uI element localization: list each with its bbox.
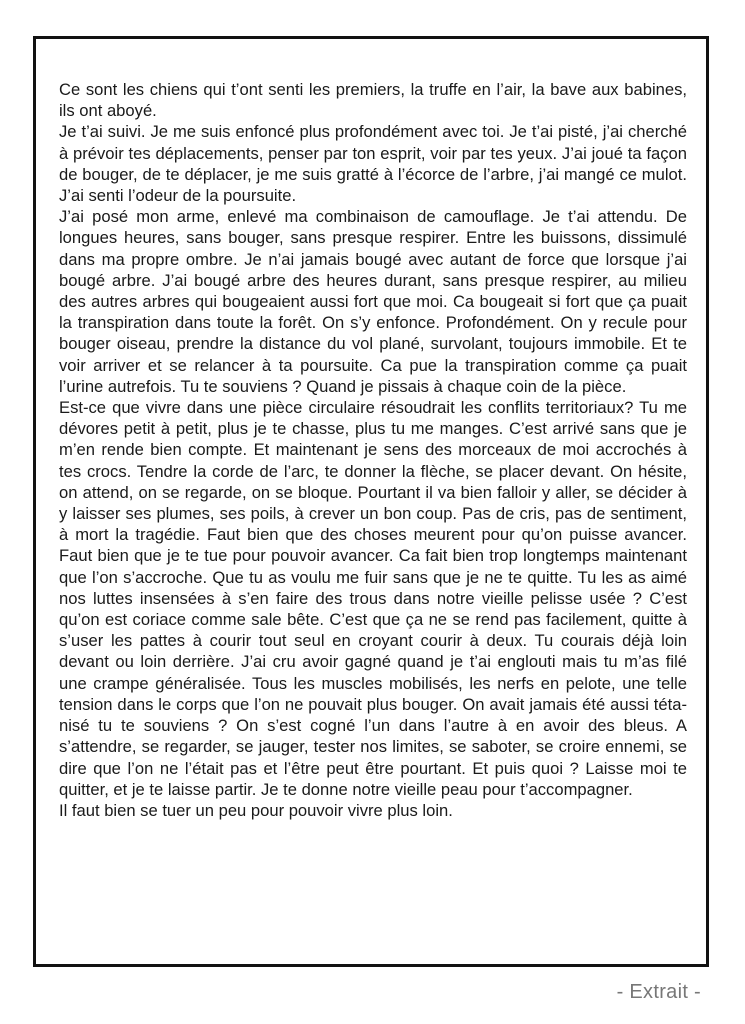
paragraph-3: J’ai posé mon arme, enlevé ma combinaison de camouflage. Je t’ai attendu. De longues heures, sans bouger, sans presque respirer. Entre les buissons, dissimulé dans ma propre ombre. Je n’ai jamais bougé avec autant de force que lorsque j’ai bougé arbre. J’ai bougé arbre des heures durant, sans presque respirer, au milieu des autres arbres qui bougeaient aussi fort que moi. Ca bougeait si fort que ça puait la transpiration dans toute la forêt. On s’y enfonce. Profondément. On y recule pour bouger oiseau, prendre la distance du vol plané, survolant, toujours immobile. Et te voir arriver et se relancer à ta poursuite. Ca pue la transpiration comme ça puait l’urine autrefois. Tu te souviens ? Quand je pissais à chaque coin de la pièce. [59,207,687,396]
paragraph-4: Est-ce que vivre dans une pièce circulaire résoudrait les conflits territoriaux? Tu me dévores petit à petit, plus je te chasse, plus tu me manges. C’est arrivé sans que je m’en rende bien compte. Et maintenant je sens des morceaux de moi accrochés à tes crocs. Tendre la corde de l’arc, te donner la flèche, se placer devant. On hésite, on attend, on se regarde, on se bloque. Pourtant il va bien falloir y aller, se décider à y laisser ses plumes, ses poils, à crever un bon coup. Pas de cris, pas de sentiment, à mort la tragédie. Faut bien que des choses meurent pour qu’on puisse avancer. Faut bien que je te tue pour pouvoir avancer. Ca fait bien trop longtemps maintenant que l’on s’accroche. Que tu as voulu me fuir sans que je ne te quitte. Tu les as aimé nos luttes insensées à s’en faire des trous dans notre vieille pelisse usée ? C’est qu’on est coriace comme sale bête. C’est que ça ne se rend pas facilement, quitte à s’user les pattes à courir tout seul en croyant courir à deux. Tu courais déjà loin devant ou loin derrière. J’ai cru avoir gagné quand je t’ai englouti mais tu m’as filé une crampe généralisée. Tous les muscles mobilisés, les nerfs en pelote, une telle tension dans le corps que l’on ne pouvait plus bouger. On avait jamais été aussi téta- nisé tu te souviens ? On s’est cogné l’un dans l’autre à en avoir des bleus. A s’attendre, se regarder, se jauger, tester nos limites, se saboter, se croire ennemi, se dire que l’on ne l’était pas et l’être peut être pourtant. Et puis quoi ? Laisse moi te quitter, et je te laisse partir. Je te donne notre vieille peau pour t’accompagner. [59,398,687,799]
text-frame [33,36,709,967]
body-text [59,79,687,821]
paragraph-5: Il faut bien se tuer un peu pour pouvoir vivre plus loin. [59,800,453,820]
paragraph-2: Je t’ai suivi. Je me suis enfoncé plus profondément avec toi. Je t’ai pisté, j’ai cherché à prévoir tes déplacements, penser par ton esprit, voir par tes yeux. J’ai joué ta façon de bouger, de te déplacer, je me suis gratté à l’écorce de l’arbre, j’ai mangé ce mulot. J’ai senti l’odeur de la poursuite. [59,122,687,206]
paragraph-1: Ce sont les chiens qui t’ont senti les premiers, la truffe en l’air, la bave aux babines, ils ont aboyé. [59,80,687,121]
extract-label: - Extrait - [616,981,701,1003]
